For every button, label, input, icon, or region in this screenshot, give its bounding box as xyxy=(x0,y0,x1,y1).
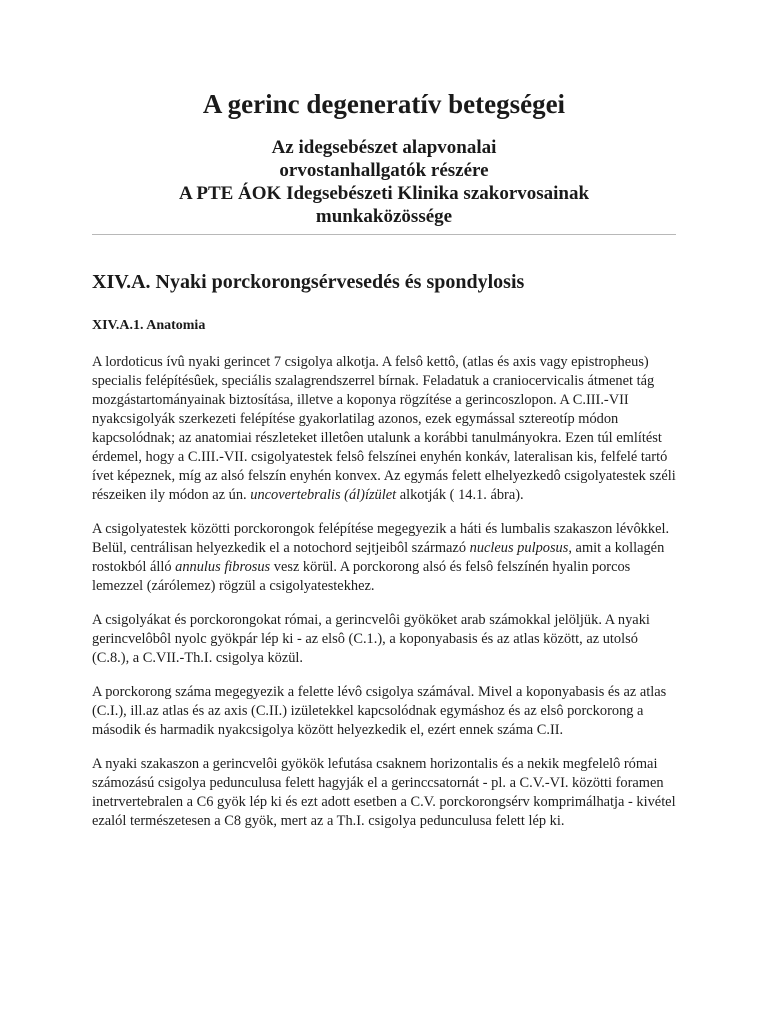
subtitle-line: A PTE ÁOK Idegsebészeti Klinika szakorvosainak xyxy=(178,183,590,204)
horizontal-divider xyxy=(92,234,676,235)
italic-term: nucleus pulposus xyxy=(469,540,569,556)
section-heading: XIV.A. Nyaki porckorongsérvesedés és spondylosis xyxy=(92,271,525,293)
body-paragraph xyxy=(92,353,676,505)
paragraph-text: vesz körül. A porckorong alsó és felsô felszínén hyalin porcos lemezzel (zárólemez) rögzül a csigolyatestekhez. xyxy=(92,559,631,594)
paragraph-text: A csigolyatestek közötti porckorongok felépítése megegyezik a háti és lumbalis szakaszon lévôkkel. Belül, centrálisan helyezkedik el a notochord sejtjeibôl származó xyxy=(92,521,670,556)
subtitle-line: orvostanhallgatók részére xyxy=(279,160,489,181)
subtitle-line: munkaközössége xyxy=(315,206,453,227)
body-paragraph: A nyaki szakaszon a gerincvelôi gyökök lefutása csaknem horizontalis és a nekik megfelelô római számozású csigolya pedunculusa felett hagyják el a gerinccsatornát - pl. a C.V.-VI. közötti foramen inetrvertebralen a C6 gyök lép ki és ezt adott esetben a C.V. porckorongsérv komprimálhatja - kivétel ezalól természetesen a C8 gyök, mert az a Th.I. csigolya pedunculusa felett lép ki. xyxy=(92,756,676,829)
document-title: A gerinc degeneratív betegségei xyxy=(202,89,566,119)
paragraph-text: alkotják ( 14.1. ábra). xyxy=(396,487,524,503)
italic-term: annulus fibrosus xyxy=(175,559,271,575)
body-paragraph: A porckorong száma megegyezik a felette lévô csigolya számával. Mivel a koponyabasis és az atlas (C.I.), ill.az atlas és az axis (C.II.) izületekkel kapcsolódnak egymáshoz és az elsô porckorong a második és harmadik nyakcsigolya között helyezkedik el, ezért ennek száma C.II. xyxy=(92,684,667,738)
italic-term: uncovertebralis (ál)ízület xyxy=(250,487,397,503)
paragraph-text: , amit a kollagén rostokból álló xyxy=(92,540,665,575)
document-subtitle xyxy=(92,136,676,228)
subsection-heading: XIV.A.1. Anatomia xyxy=(92,318,206,333)
subtitle-line: Az idegsebészet alapvonalai xyxy=(271,137,497,158)
body-paragraph: A csigolyákat és porckorongokat római, a gerincvelôi gyököket arab számokkal jelöljük. A nyaki gerincvelôbôl nyolc gyökpár lép ki - az elsô (C.1.), a koponyabasis és az atlas között, az utolsó (C.8.), a C.VII.-Th.I. csigolya közül. xyxy=(92,612,650,666)
body-paragraph xyxy=(92,520,676,596)
paragraph-text: A lordoticus ívû nyaki gerincet 7 csigolya alkotja. A felsô kettô, (atlas és axis vagy epistropheus) specialis felépítésûek, speciális szalagrendszerrel bírnak. Feladatuk a craniocervicalis átmenet tág mozgástartományainak biztosítása, illetve a koponya rögzítése a gerincoszlopon. A C.III.-VII nyakcsigolyák szerkezeti felépítése gyakorlatilag azonos, ezek egymással sztereotíp módon kapcsolódnak; az anatomiai részleteket illetôen utalunk a korábbi tanulmányokra. Ezen túl említést érdemel, hogy a C.III.-VII. csigolyatestek felsô felszínei enyhén konkáv, lateralisan kis, felfelé tartó ívet képeznek, míg az alsó felszín enyhén konvex. Az egymás felett elhelyezkedô csigolyatestek széli részeiken ily módon az ún. xyxy=(92,354,676,503)
